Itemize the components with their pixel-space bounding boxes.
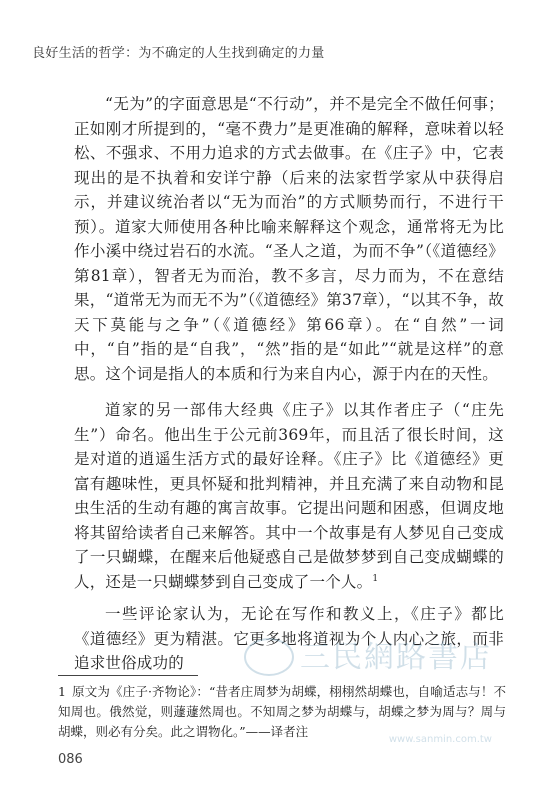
footnote-divider [58,675,198,676]
footnote-reference: 1 [372,573,379,584]
footnote-text: 原文为《庄子·齐物论》：“昔者庄周梦为胡蝶，栩栩然胡蝶也，自喻适志与！不知周也。俄然觉，则蘧蘧然周也。不知周之梦为胡蝶与，胡蝶之梦为周与？周与胡蝶，则必有分矣。此之谓物化。”——译者注 [58,684,506,739]
paragraph-1: “无为”的字面意思是“不行动”，并不是完全不做任何事；正如刚才所提到的，“毫不费力”是更准确的解释，意味着以轻松、不强求、不用力追求的方式去做事。在《庄子》中，它表现出的是不执着和安详宁静（后来的法家哲学家从中获得启示，并建议统治者以“无为而治”的方式顺势而行，不进行干预）。道家大师使用各种比喻来解释这个观念，通常将无为比作小溪中绕过岩石的水流。“圣人之道，为而不争”（《道德经》第81章），智者无为而治，教不多言，尽力而为，不在意结果，“道常无为而无不为”（《道德经》第37章），“以其不争，故天下莫能与之争”（《道德经》第66章）。在“自然”一词中，“自”指的是“自我”，“然”指的是“如此”“就是这样”的意思。这个词是指人的本质和行为来自内心，源于内在的天性。 [74,95,504,383]
footnote-number: 1 [58,684,66,699]
running-header: 良好生活的哲学：为不确定的人生找到确定的力量 [32,46,325,61]
body-text [74,92,504,684]
paragraph-2 [74,398,504,594]
watermark-name: 三民網路書店 [300,640,492,675]
watermark-url: www.sanmin.com.tw [388,734,492,745]
paragraph-2-text: 道家的另一部伟大经典《庄子》以其作者庄子（“庄先生”）命名。他出生于公元前369年，而且活了很长时间，这是对道的逍遥生活方式的最好诠释。《庄子》比《道德经》更富有趣味性，更具怀疑和批判精神，并且充满了来自动物和昆虫生活的生动有趣的寓言故事。它提出问题和困惑，但调皮地将其留给读者自己来解答。其中一个故事是有人梦见自己变成了一只蝴蝶，在醒来后他疑惑自己是做梦梦到自己变成蝴蝶的人，还是一只蝴蝶梦到自己变成了一个人。 [74,401,504,591]
paragraph-3: 一些评论家认为，无论在写作和教义上，《庄子》都比《道德经》更为精湛。它更多地将道视为个人内心之旅，而非追求世俗成功的 [74,605,504,672]
page-number: 086 [58,752,83,767]
footnote [58,682,506,742]
